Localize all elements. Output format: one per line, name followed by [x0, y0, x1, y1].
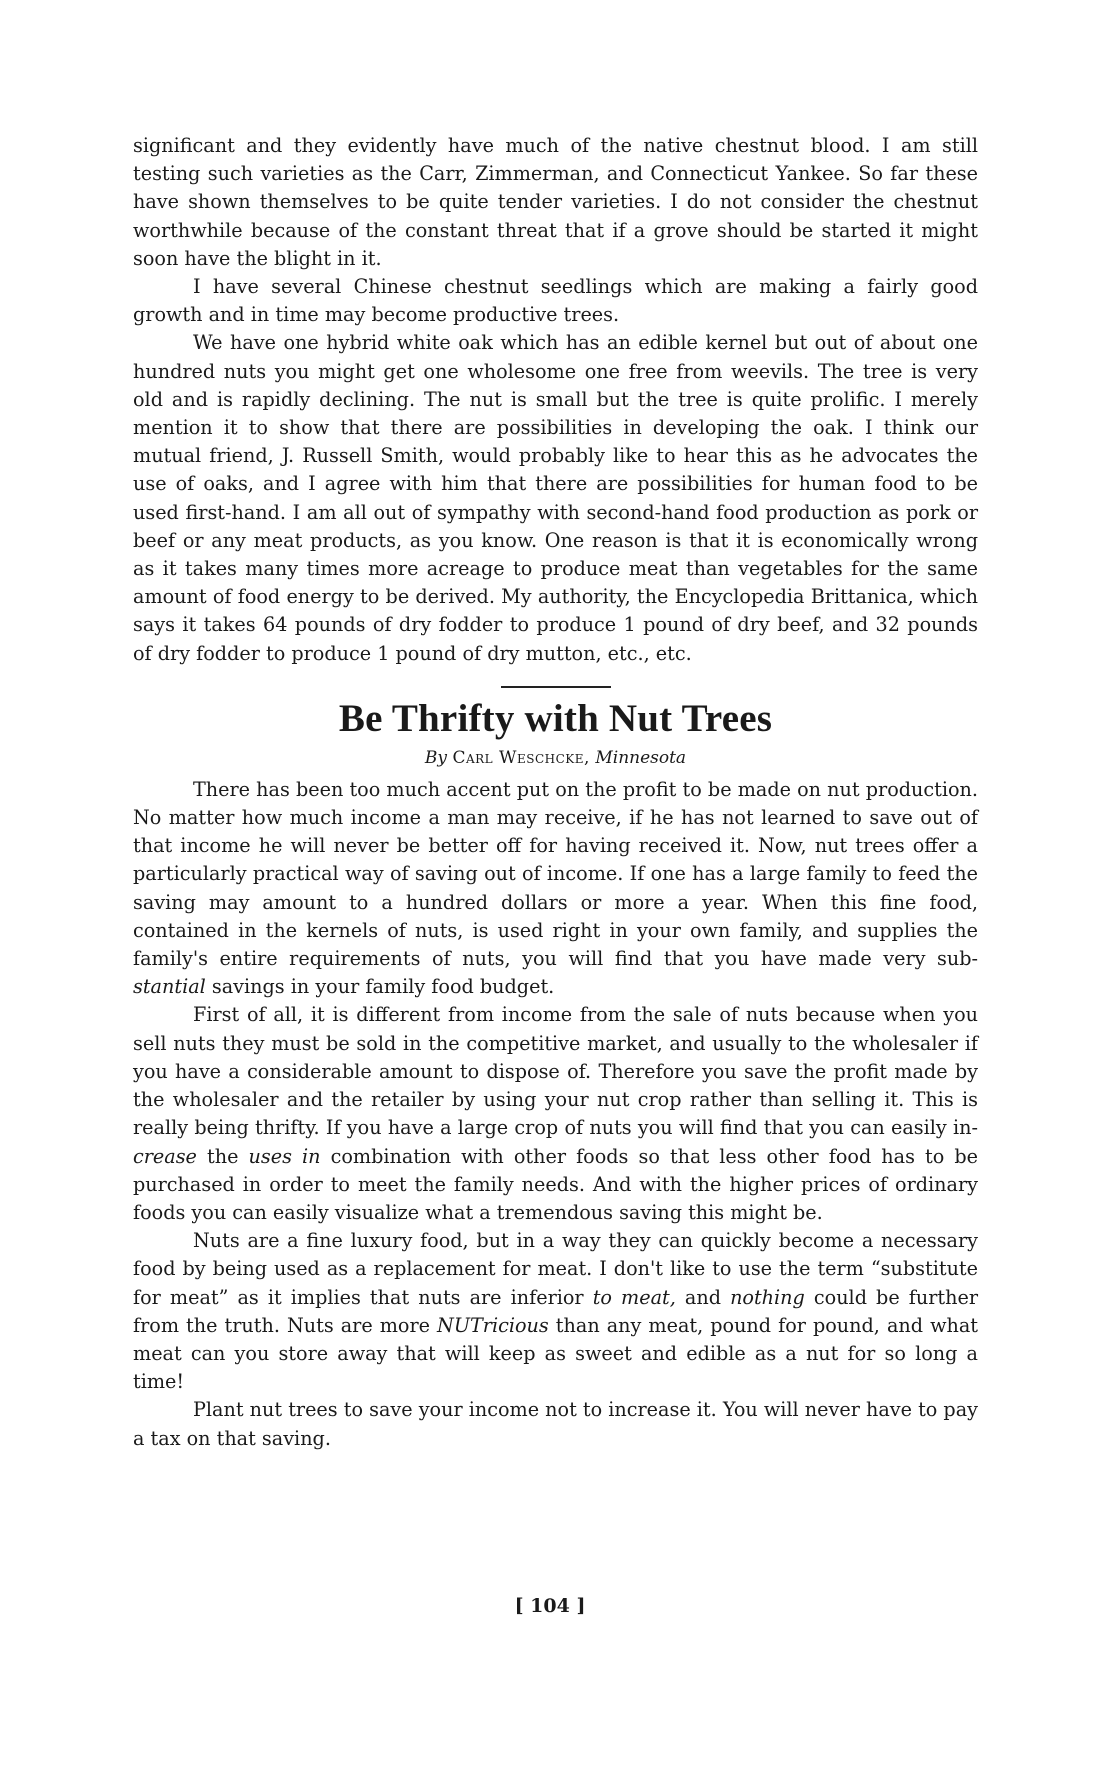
p3-italic-c: NUTricious — [437, 1313, 549, 1337]
paragraph-plant-nut-trees: Plant nut trees to save your income not to increase it. You will never have to pay a tax on that saving. — [133, 1398, 978, 1450]
p2-end: combination with other foods so that less other food has to be purchased in order to meet the family needs. And with the higher prices of ordinary foods you can easily visualize what a tremendous saving this might be. — [133, 1144, 979, 1224]
paragraph-profit-accent — [133, 776, 978, 1002]
byline-prefix: By — [424, 747, 448, 768]
article-byline — [133, 744, 978, 772]
page-content — [133, 132, 978, 1453]
p1-italic: stantial — [133, 975, 206, 999]
paragraph-chestnut-varieties: significant and they evidently have much of the native chestnut blood. I am still testing such varieties as the Carr, Zimmerman, and Connecticut Yankee. So far these have shown themselves to be quite tender varieties. I do not consider the chestnut worthwhile because of the constant threat that if a grove should be started it might soon have the blight in it. — [133, 134, 978, 270]
p3-italic-b: nothing — [730, 1285, 805, 1309]
p2-mid-b — [292, 1145, 302, 1168]
p2-italic-b: uses — [248, 1144, 292, 1168]
p3-end: than any meat, pound for pound, and what meat can you store away that will keep as sweet and edible as a nut for so long a time! — [133, 1313, 978, 1394]
page-number: [ 104 ] — [514, 1595, 586, 1617]
byline-author: Carl Weschcke, — [452, 747, 590, 768]
p3-mid: and — [675, 1285, 731, 1309]
byline-location: Minnesota — [595, 747, 687, 768]
p1-tail: savings in your family food budget. — [205, 975, 555, 999]
p2-mid-a: the — [196, 1144, 249, 1168]
article-title: Be Thrifty with Nut Trees — [338, 696, 773, 740]
p2-italic-a: crease — [133, 1144, 197, 1168]
p2-italic-c: in — [302, 1144, 321, 1168]
p3-mid2: could be further from the truth. Nuts are more — [133, 1285, 978, 1337]
p2-start: First of all, it is different from income from the sale of nuts because when you sell nuts they must be sold in the competitive market, and usually to the wholesaler if you have a considerable amount to dispose of. Therefore you save the profit made by the wholesaler and the retailer by using your nut crop rather than selling it. This is really being thrifty. If you have a large crop of nuts you will find that you can easily in- — [133, 1003, 978, 1140]
paragraph-luxury-food — [133, 1227, 978, 1396]
section-divider — [501, 686, 611, 688]
paragraph-chinese-chestnut: I have several Chinese chestnut seedlings which are making a fairly good growth and in time may become productive trees. — [133, 275, 978, 327]
p1-text: There has been too much accent put on the profit to be made on nut production. No matter how much income a man may receive, if he has not learned to save out of that income he will never be better off for having received it. Now, nut trees offer a particularly practical way of saving out of income. If one has a large family to feed the saving may amount to a hundred dollars or more a year. When this fine food, contained in the kernels of nuts, is used right in your own family, and supplies the family's entire requirements of nuts, you will find that you have made very sub- — [133, 777, 978, 971]
paragraph-white-oak: We have one hybrid white oak which has an edible kernel but out of about one hundred nuts you might get one wholesome one free from weevils. The tree is very old and is rapidly declining. The nut is small but the tree is quite prolific. I merely mention it to show that there are possibilities in developing the oak. I think our mutual friend, J. Russell Smith, would probably like to hear this as he advocates the use of oaks, and I agree with him that there are possibilities for human food to be used first-hand. I am all out of sympathy with second-hand food production as pork or beef or any meat products, as you know. One reason is that it is economically wrong as it takes many times more acreage to produce meat than vegetables for the same amount of food energy to be derived. My authority, the Encyclopedia Brittanica, which says it takes 64 pounds of dry fodder to produce 1 pound of dry beef, and 32 pounds of dry fodder to produce 1 pound of dry mutton, etc., etc. — [133, 331, 978, 665]
paragraph-first-of-all — [133, 1001, 978, 1227]
p3-italic-a: to meat, — [592, 1285, 676, 1309]
p3-start: Nuts are a fine luxury food, but in a way they can quickly become a necessary food by being used as a replacement for meat. I don't like to use the term “substitute for meat” as it implies that nuts are inferior — [133, 1229, 978, 1309]
